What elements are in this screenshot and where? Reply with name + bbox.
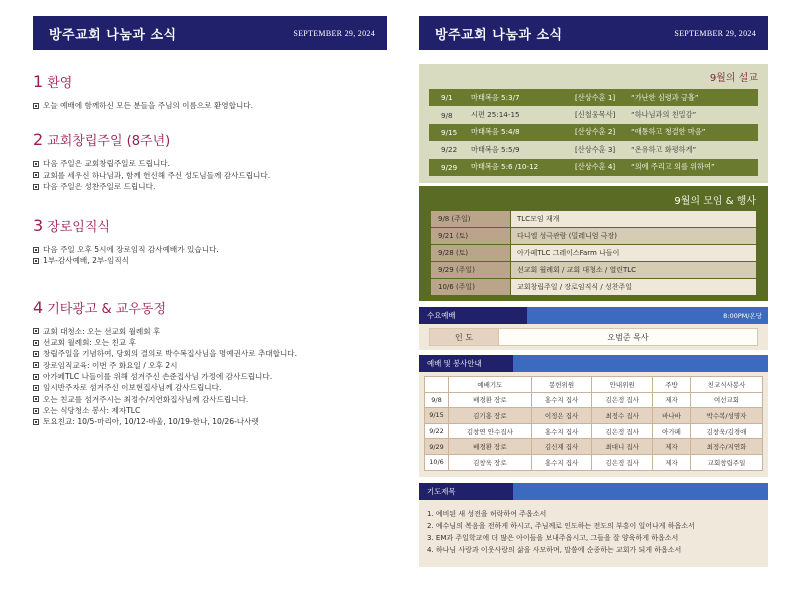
section-number: 2 xyxy=(33,130,44,150)
bullet-icon xyxy=(33,184,39,190)
event-row: 9/21 (토) 다니엘 성극관람 (밀레니엄 극장) xyxy=(431,228,756,244)
prayer-item: 1. 예비된 새 성전을 허락하여 주옵소서 xyxy=(427,509,547,518)
bullet-icon xyxy=(33,161,39,167)
header-title: 방주교회 나눔과 소식 xyxy=(435,27,563,43)
sermon-row: 9/22 마태복음 5:5/9 [산상수훈 3] “온유하고 화평하게” xyxy=(441,144,697,155)
bullet-icon xyxy=(33,396,39,402)
bullet-icon xyxy=(33,408,39,414)
event-row: 10/6 (주일) 교회창립주일 / 장로임직식 / 성찬주일 xyxy=(431,279,756,295)
table-row: 9/15 김기홍 장로 이정은 집사 최정수 집사 바나바 박수복/성명자 xyxy=(425,408,763,424)
section-title: 환영 xyxy=(47,76,73,91)
list-item: 다음 주일은 성찬주일로 드립니다. xyxy=(33,181,387,192)
list-item: 토요친교: 10/5-마리아, 10/12-바울, 10/19-한나, 10/26-나사렛 xyxy=(33,416,387,427)
prayer-section xyxy=(419,483,768,567)
list-item: 임시반주자로 섬겨주신 이보현집사님께 감사드립니다. xyxy=(33,382,387,393)
list-item: 다음 주일은 교회창립주일로 드립니다. xyxy=(33,158,387,169)
list-item: 오늘 예배에 함께하신 모든 분들을 주님의 이름으로 환영합니다. xyxy=(33,100,387,111)
list-item: 다음 주일 오후 5시에 장로임직 감사예배가 있습니다. xyxy=(33,244,387,255)
header-date: SEPTEMBER 29, 2024 xyxy=(674,28,756,38)
bullet-icon xyxy=(33,419,39,425)
list-item: 오는 친교를 섬겨주시는 최정수/지연화집사님께 감사드립니다. xyxy=(33,394,387,405)
bullet-icon xyxy=(33,172,39,178)
prayer-item: 4. 하나님 사랑과 이웃사랑의 삶을 사모하며, 말씀에 순종하는 교회가 되게 하옵소서 xyxy=(427,545,682,554)
section-number: 1 xyxy=(33,72,44,91)
table-row: 9/22 김창연 안수집사 홍수지 집사 김은정 집사 아가페 김창욱/김경애 xyxy=(425,423,763,439)
sermon-schedule xyxy=(419,64,768,183)
table-row: 9/29 배경환 장로 김신재 집사 최대니 집사 제자 최정수/지연화 xyxy=(425,439,763,455)
left-header-banner xyxy=(33,16,387,50)
prayer-label: 기도제목 xyxy=(419,483,513,500)
section-welcome xyxy=(33,72,387,111)
service-table xyxy=(424,376,763,471)
right-page xyxy=(419,16,768,567)
table-row: 10/6 김창욱 장로 홍수지 집사 김은정 집사 제자 교회창립주일 xyxy=(425,454,763,470)
prayer-item: 3. EM과 주일학교에 더 많은 아이들을 보내주옵시고, 그들을 잘 양육하게 하옵소서 xyxy=(427,533,679,542)
sermon-row: 9/15 마태복음 5:4/8 [산상수훈 2] “애통하고 청결한 마음” xyxy=(429,124,758,141)
left-page xyxy=(33,16,387,427)
wednesday-service-bar xyxy=(419,307,768,324)
right-header-banner xyxy=(419,16,768,50)
wednesday-leader-box xyxy=(419,324,768,350)
event-row: 9/28 (토) 아가페TLC 그레이스Farm 나들이 xyxy=(431,245,756,261)
wednesday-time: 8:00PM/온당 xyxy=(527,307,768,324)
header-date: SEPTEMBER 29, 2024 xyxy=(293,28,375,38)
list-item: 아가페TLC 나들이를 위해 섬겨주신 손준집사님 가정에 감사드립니다. xyxy=(33,371,387,382)
list-item: 선교회 월례회: 오는 친교 후 xyxy=(33,337,387,348)
section-heading xyxy=(33,72,387,91)
wednesday-label: 수요예배 xyxy=(419,307,527,324)
service-bar xyxy=(419,355,768,372)
bullet-icon xyxy=(33,362,39,368)
bullet-icon xyxy=(33,351,39,357)
bullet-list xyxy=(33,244,387,267)
list-item: 1부-감사예배, 2부-임직식 xyxy=(33,255,387,266)
section-heading xyxy=(33,216,387,235)
bullet-icon xyxy=(33,247,39,253)
section-number: 3 xyxy=(33,216,44,236)
bullet-icon xyxy=(33,374,39,380)
sermon-heading: 9월의 설교 xyxy=(709,73,758,84)
service-bar-fill xyxy=(513,355,768,372)
events-heading: 9월의 모임 & 행사 xyxy=(674,196,756,207)
section-title: 기타광고 & 교우동정 xyxy=(47,301,167,317)
bullet-list xyxy=(33,326,387,428)
bullet-icon xyxy=(33,340,39,346)
bullet-icon xyxy=(33,103,39,109)
service-table-box xyxy=(419,372,768,477)
list-item: 오는 식당청소 봉사: 제자TLC xyxy=(33,405,387,416)
bullet-list xyxy=(33,100,387,111)
prayer-list xyxy=(419,500,768,567)
section-number: 4 xyxy=(33,297,44,317)
table-header-row: 예배기도 봉헌위원 안내위원 주방 친교식사봉사 xyxy=(425,377,763,393)
section-heading xyxy=(33,130,387,149)
section-heading xyxy=(33,298,387,317)
bullet-icon xyxy=(33,385,39,391)
list-item: 교회를 세우신 하나님과, 함께 헌신해 주신 성도님들께 감사드립니다. xyxy=(33,170,387,181)
section-announcements xyxy=(33,298,387,428)
header-title: 방주교회 나눔과 소식 xyxy=(49,27,177,43)
event-row: 9/8 (주일) TLC모임 재개 xyxy=(431,211,756,227)
section-title: 교회창립주일 (8주년) xyxy=(47,134,171,150)
leader-role: 인 도 xyxy=(429,328,499,346)
sermon-row: 9/8 시편 25:14-15 [신철웅목사] “하나님과의 친밀감” xyxy=(441,110,697,120)
section-ordination xyxy=(33,216,387,267)
section-title: 장로임직식 xyxy=(47,220,110,236)
list-item: 창립주일을 기념하여, 당회의 결의로 박수복집사님을 명예권사로 추대합니다. xyxy=(33,348,387,359)
bullet-icon xyxy=(33,258,39,264)
list-item: 장로임직교육: 이번 주 화요일 / 오후 2시 xyxy=(33,360,387,371)
prayer-item: 2. 예수님의 복음을 전하게 하시고, 주님께로 인도하는 전도의 부흥이 일어나게 하옵소서 xyxy=(427,521,695,530)
bullet-icon xyxy=(33,328,39,334)
event-row: 9/29 (주일) 선교회 월례회 / 교회 대청소 / 열린TLC xyxy=(431,262,756,278)
prayer-bar-fill xyxy=(513,483,768,500)
bullet-list xyxy=(33,158,387,192)
leader-name: 오범준 목사 xyxy=(499,328,758,346)
sermon-row: 9/1 마태복음 5:3/7 [산상수훈 1] “가난한 심령과 긍휼” xyxy=(429,89,758,106)
service-label: 예배 및 봉사안내 xyxy=(419,355,513,372)
list-item: 교회 대청소: 오는 선교회 월례회 후 xyxy=(33,326,387,337)
sermon-row: 9/29 마태복음 5:6 /10-12 [산상수훈 4] “의에 주리고 의를 위하여” xyxy=(429,159,758,176)
table-row: 9/8 배경환 장로 홍수지 집사 김은정 집사 제자 여선교회 xyxy=(425,392,763,408)
events-schedule xyxy=(419,186,768,301)
section-anniversary xyxy=(33,130,387,192)
prayer-bar xyxy=(419,483,768,500)
